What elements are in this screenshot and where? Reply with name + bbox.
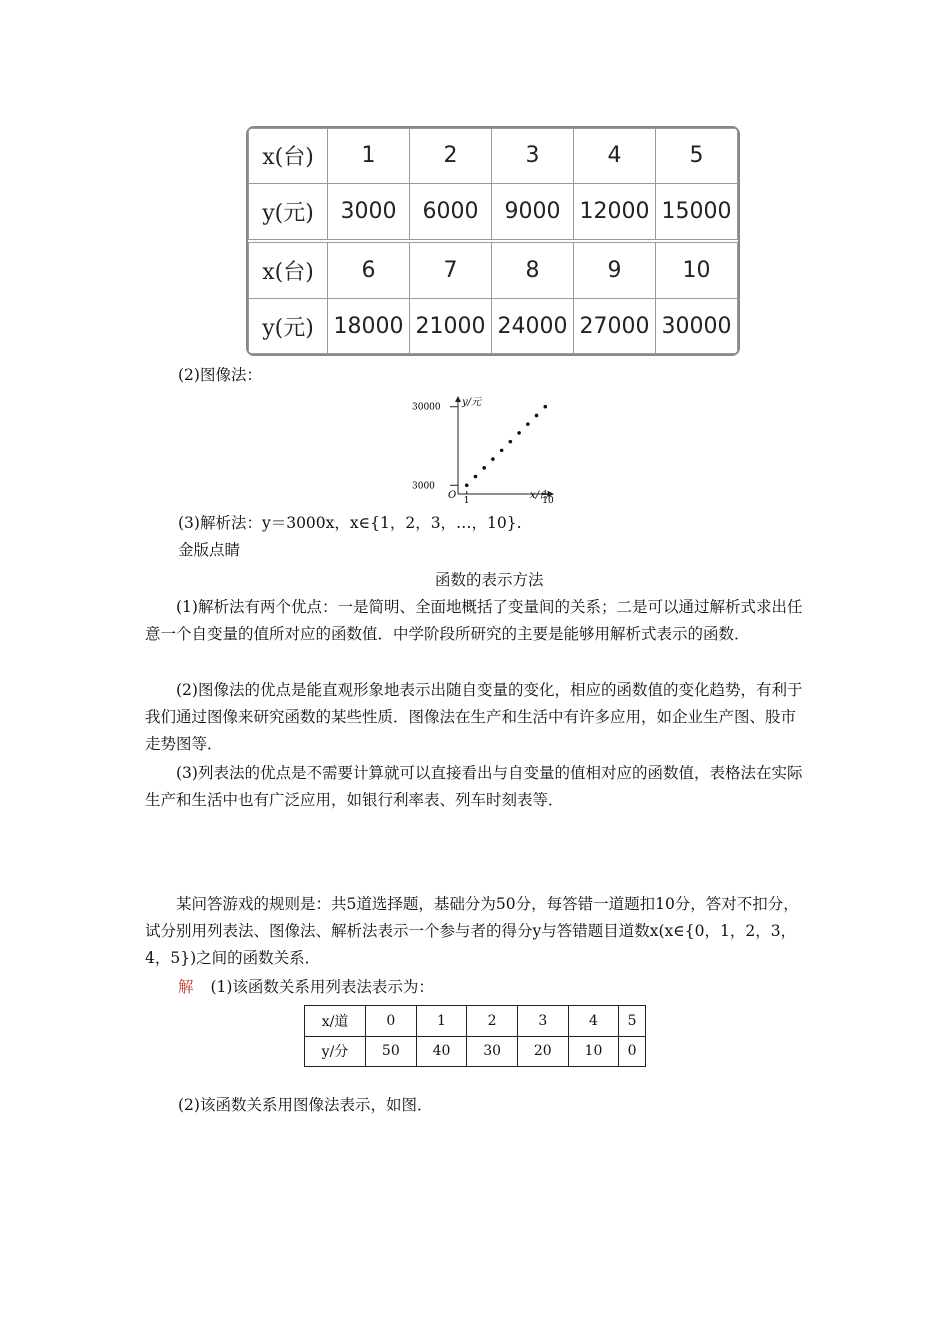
solution-text: (1)该函数关系用列表法表示为： bbox=[210, 978, 434, 996]
table-row bbox=[249, 129, 738, 184]
row-header: y(元) bbox=[249, 299, 328, 354]
data-point bbox=[509, 440, 513, 444]
table-cell: 18000 bbox=[328, 299, 410, 354]
y-tick-label: 3000 bbox=[412, 481, 435, 492]
point-2: (2)图像法的优点是能直观形象地表示出随自变量的变化，相应的函数值的变化趋势，有利于我们通过图像来研究函数的某些性质．图像法在生产和生活中有许多应用，如企业生产图、股市走势图等． bbox=[145, 681, 803, 753]
point-1: (1)解析法有两个优点：一是简明、全面地概括了变量间的关系；二是可以通过解析式求出任意一个自变量的值所对应的函数值．中学阶段所研究的主要是能够用解析式表示的函数． bbox=[145, 598, 803, 643]
table-cell: 9 bbox=[574, 241, 656, 299]
table-cell: 24000 bbox=[492, 299, 574, 354]
table-cell: 4 bbox=[574, 129, 656, 184]
table-cell: 6000 bbox=[410, 183, 492, 241]
data-point bbox=[482, 466, 486, 470]
table-row bbox=[305, 1036, 646, 1067]
analytic-method: (3)解析法：y＝3000x，x∈{1，2，3，…，10}. bbox=[178, 514, 522, 532]
jinban-label: 金版点睛 bbox=[178, 541, 241, 559]
table-row bbox=[249, 241, 738, 299]
row-header: y/分 bbox=[305, 1036, 366, 1067]
table-cell: 8 bbox=[492, 241, 574, 299]
data-point bbox=[535, 414, 539, 418]
table-cell: 3000 bbox=[328, 183, 410, 241]
table-cell: 1 bbox=[416, 1006, 467, 1037]
data-point bbox=[517, 431, 521, 435]
table-cell: 7 bbox=[410, 241, 492, 299]
table-cell: 0 bbox=[619, 1036, 646, 1067]
table-cell: 2 bbox=[467, 1006, 518, 1037]
row-header: y(元) bbox=[249, 183, 328, 241]
origin-label: O bbox=[448, 490, 457, 501]
table-cell: 10 bbox=[568, 1036, 619, 1067]
table-cell: 15000 bbox=[656, 183, 738, 241]
point-3: (3)列表法的优点是不需要计算就可以直接看出与自变量的值相对应的函数值，表格法在实际生产和生活中也有广泛应用，如银行利率表、列车时刻表等． bbox=[145, 764, 803, 809]
table-row bbox=[249, 183, 738, 241]
solution-label: 解 bbox=[178, 978, 194, 996]
table-row bbox=[305, 1006, 646, 1037]
table-cell: 12000 bbox=[574, 183, 656, 241]
row-header: x(台) bbox=[249, 241, 328, 299]
problem-text: 某问答游戏的规则是：共5道选择题，基础分为50分，每答错一道题扣10分，答对不扣分，试分别用列表法、图像法、解析法表示一个参与者的得分y与答错题目道数x(x∈{0，1，2，3，4，5})之间的函数关系． bbox=[145, 895, 799, 967]
table-cell: 5 bbox=[656, 129, 738, 184]
table-cell: 1 bbox=[328, 129, 410, 184]
table-cell: 30 bbox=[467, 1036, 518, 1067]
section-title: 函数的表示方法 bbox=[435, 571, 544, 589]
table-cell: 27000 bbox=[574, 299, 656, 354]
data-point bbox=[526, 422, 530, 426]
graph-heading: (2)图像法： bbox=[178, 366, 262, 384]
table-cell: 6 bbox=[328, 241, 410, 299]
table-cell: 9000 bbox=[492, 183, 574, 241]
row-header: x(台) bbox=[249, 129, 328, 184]
table-cell: 3 bbox=[517, 1006, 568, 1037]
table-cell: 20 bbox=[517, 1036, 568, 1067]
table-cell: 0 bbox=[366, 1006, 417, 1037]
row-header: x/道 bbox=[305, 1006, 366, 1037]
x-tick-label: 1 bbox=[463, 496, 470, 504]
scatter-chart bbox=[410, 392, 590, 504]
data-point bbox=[500, 449, 504, 453]
table-cell: 2 bbox=[410, 129, 492, 184]
table-cell: 10 bbox=[656, 241, 738, 299]
y-axis-label: y/元 bbox=[462, 397, 482, 408]
solution-line-2: (2)该函数关系用图像法表示，如图． bbox=[178, 1096, 433, 1114]
table-cell: 30000 bbox=[656, 299, 738, 354]
table-cell: 3 bbox=[492, 129, 574, 184]
data-point bbox=[491, 457, 495, 461]
table-cell: 50 bbox=[366, 1036, 417, 1067]
x-tick-label: 10 bbox=[542, 496, 554, 504]
score-table bbox=[304, 1005, 646, 1067]
table-cell: 5 bbox=[619, 1006, 646, 1037]
x-axis-label: x/台 bbox=[530, 490, 550, 501]
y-tick-label: 30000 bbox=[412, 402, 441, 413]
data-point bbox=[543, 405, 547, 409]
data-point bbox=[465, 483, 469, 487]
price-table bbox=[246, 126, 740, 356]
table-row bbox=[249, 299, 738, 354]
table-cell: 40 bbox=[416, 1036, 467, 1067]
data-point bbox=[474, 475, 478, 479]
y-axis-arrow bbox=[455, 396, 461, 402]
table-cell: 4 bbox=[568, 1006, 619, 1037]
table-cell: 21000 bbox=[410, 299, 492, 354]
solution-line-1 bbox=[178, 974, 434, 1001]
